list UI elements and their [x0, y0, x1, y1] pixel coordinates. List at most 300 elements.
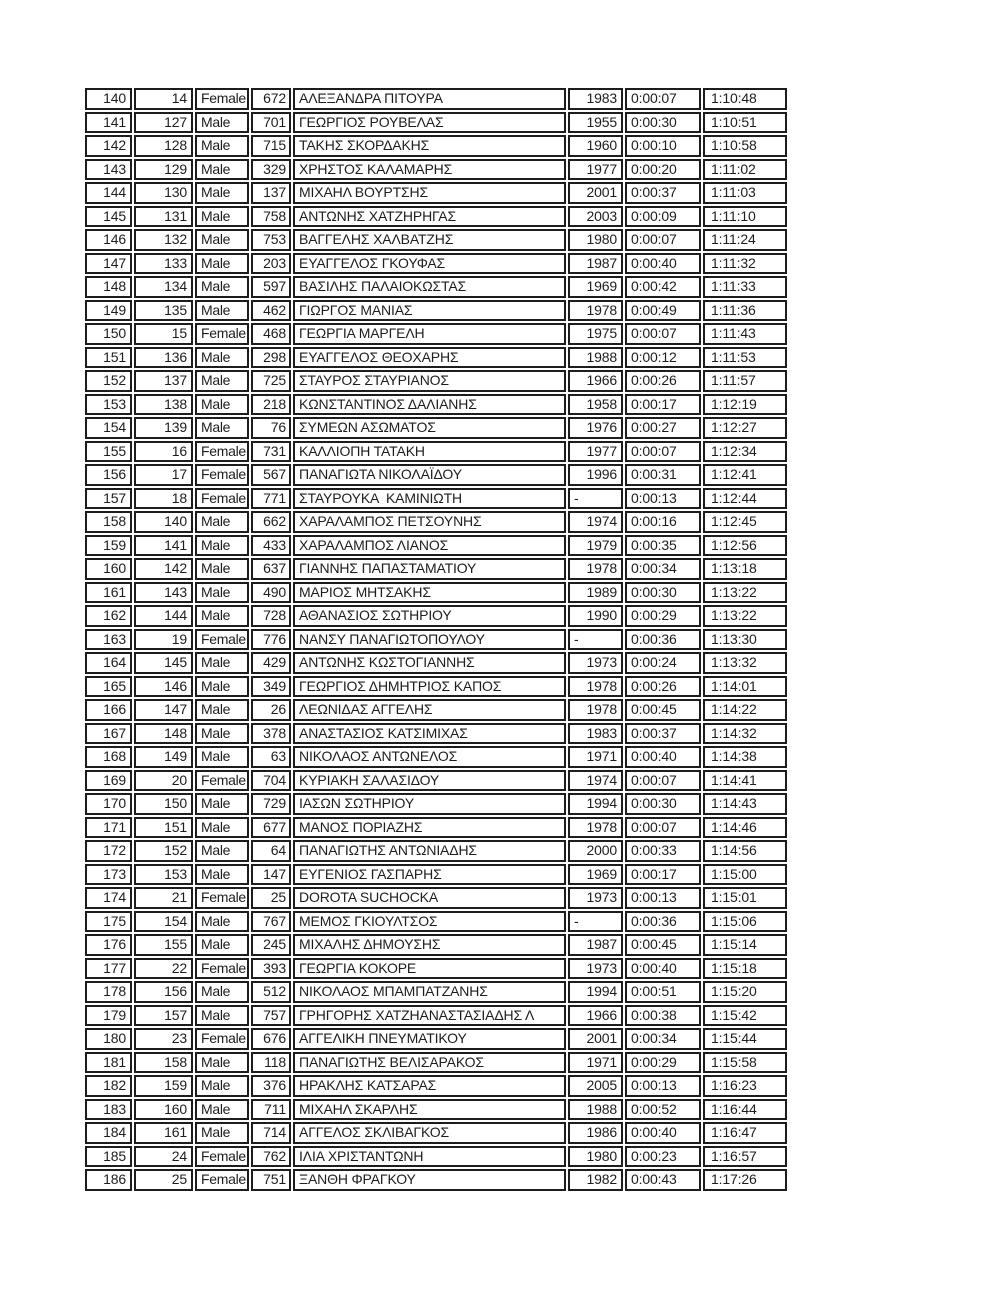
cell-name: ΚΥΡΙΑΚΗ ΣΑΛΑΣΙΔΟΥ — [293, 770, 566, 792]
table-row — [85, 629, 787, 651]
cell-start-offset: 0:00:38 — [625, 1005, 701, 1027]
cell-gender: Male — [195, 699, 249, 721]
table-row — [85, 911, 787, 933]
cell-birth-year: 1986 — [568, 1122, 623, 1144]
cell-gender-rank: 23 — [134, 1028, 193, 1050]
cell-finish-time: 1:15:58 — [703, 1052, 787, 1074]
cell-bib: 725 — [251, 370, 291, 392]
cell-gender-rank: 156 — [134, 981, 193, 1003]
cell-gender-rank: 20 — [134, 770, 193, 792]
table-row — [85, 323, 787, 345]
cell-start-offset: 0:00:40 — [625, 958, 701, 980]
cell-gender-rank: 24 — [134, 1146, 193, 1168]
cell-overall-rank: 164 — [85, 652, 132, 674]
cell-bib: 203 — [251, 253, 291, 275]
cell-name: ΑΓΓΕΛΙΚΗ ΠΝΕΥΜΑΤΙΚΟΥ — [293, 1028, 566, 1050]
cell-overall-rank: 148 — [85, 276, 132, 298]
cell-start-offset: 0:00:51 — [625, 981, 701, 1003]
cell-name: ΓΕΩΡΓΙΑ ΚΟΚΟΡΕ — [293, 958, 566, 980]
cell-name: ΞΑΝΘΗ ΦΡΑΓΚΟΥ — [293, 1169, 566, 1191]
cell-start-offset: 0:00:45 — [625, 699, 701, 721]
cell-name: ΑΝΑΣΤΑΣΙΟΣ ΚΑΤΣΙΜΙΧΑΣ — [293, 723, 566, 745]
cell-bib: 63 — [251, 746, 291, 768]
cell-bib: 429 — [251, 652, 291, 674]
cell-name: ΜΙΧΑΛΗΣ ΔΗΜΟΥΣΗΣ — [293, 934, 566, 956]
cell-birth-year: 1982 — [568, 1169, 623, 1191]
cell-bib: 728 — [251, 605, 291, 627]
cell-birth-year: 1971 — [568, 746, 623, 768]
cell-start-offset: 0:00:17 — [625, 394, 701, 416]
cell-overall-rank: 179 — [85, 1005, 132, 1027]
cell-gender-rank: 148 — [134, 723, 193, 745]
cell-name: ΣΤΑΥΡΟΣ ΣΤΑΥΡΙΑΝΟΣ — [293, 370, 566, 392]
cell-birth-year: 1977 — [568, 441, 623, 463]
cell-gender: Male — [195, 981, 249, 1003]
table-row — [85, 746, 787, 768]
cell-birth-year: 1978 — [568, 817, 623, 839]
cell-start-offset: 0:00:20 — [625, 159, 701, 181]
cell-gender-rank: 128 — [134, 135, 193, 157]
cell-finish-time: 1:16:23 — [703, 1075, 787, 1097]
cell-name: ΠΑΝΑΓΙΩΤΗΣ ΒΕΛΙΣΑΡΑΚΟΣ — [293, 1052, 566, 1074]
cell-overall-rank: 167 — [85, 723, 132, 745]
cell-gender-rank: 154 — [134, 911, 193, 933]
cell-gender: Male — [195, 723, 249, 745]
cell-bib: 393 — [251, 958, 291, 980]
table-row — [85, 1052, 787, 1074]
cell-gender: Male — [195, 1005, 249, 1027]
cell-birth-year: 2000 — [568, 840, 623, 862]
cell-gender: Male — [195, 394, 249, 416]
cell-gender-rank: 145 — [134, 652, 193, 674]
cell-birth-year: 1990 — [568, 605, 623, 627]
cell-bib: 137 — [251, 182, 291, 204]
cell-name: ΑΘΑΝΑΣΙΟΣ ΣΩΤΗΡΙΟΥ — [293, 605, 566, 627]
cell-overall-rank: 161 — [85, 582, 132, 604]
cell-start-offset: 0:00:07 — [625, 88, 701, 110]
cell-gender: Female — [195, 488, 249, 510]
cell-start-offset: 0:00:30 — [625, 582, 701, 604]
cell-gender-rank: 142 — [134, 558, 193, 580]
cell-finish-time: 1:14:01 — [703, 676, 787, 698]
cell-overall-rank: 172 — [85, 840, 132, 862]
cell-overall-rank: 182 — [85, 1075, 132, 1097]
cell-gender: Female — [195, 88, 249, 110]
cell-finish-time: 1:12:44 — [703, 488, 787, 510]
cell-overall-rank: 166 — [85, 699, 132, 721]
cell-gender-rank: 161 — [134, 1122, 193, 1144]
cell-gender: Male — [195, 1122, 249, 1144]
table-row — [85, 88, 787, 110]
cell-overall-rank: 147 — [85, 253, 132, 275]
cell-birth-year: 1994 — [568, 793, 623, 815]
cell-finish-time: 1:12:45 — [703, 511, 787, 533]
cell-finish-time: 1:11:03 — [703, 182, 787, 204]
cell-finish-time: 1:14:22 — [703, 699, 787, 721]
cell-name: ΑΝΤΩΝΗΣ ΚΩΣΤΟΓΙΑΝΝΗΣ — [293, 652, 566, 674]
cell-start-offset: 0:00:36 — [625, 629, 701, 651]
cell-start-offset: 0:00:30 — [625, 112, 701, 134]
cell-start-offset: 0:00:26 — [625, 676, 701, 698]
cell-finish-time: 1:11:33 — [703, 276, 787, 298]
cell-bib: 758 — [251, 206, 291, 228]
cell-birth-year: 1974 — [568, 770, 623, 792]
cell-gender-rank: 133 — [134, 253, 193, 275]
table-row — [85, 958, 787, 980]
cell-birth-year: 2005 — [568, 1075, 623, 1097]
cell-birth-year: 1973 — [568, 958, 623, 980]
cell-gender: Male — [195, 1075, 249, 1097]
cell-bib: 662 — [251, 511, 291, 533]
cell-name: ΜΑΝΟΣ ΠΟΡΙΑΖΗΣ — [293, 817, 566, 839]
cell-gender-rank: 140 — [134, 511, 193, 533]
cell-name: ΓΡΗΓΟΡΗΣ ΧΑΤΖΗΑΝΑΣΤΑΣΙΑΔΗΣ Λ — [293, 1005, 566, 1027]
cell-gender-rank: 157 — [134, 1005, 193, 1027]
cell-name: ΓΙΑΝΝΗΣ ΠΑΠΑΣΤΑΜΑΤΙΟΥ — [293, 558, 566, 580]
cell-overall-rank: 151 — [85, 347, 132, 369]
cell-gender-rank: 14 — [134, 88, 193, 110]
cell-overall-rank: 180 — [85, 1028, 132, 1050]
cell-gender-rank: 16 — [134, 441, 193, 463]
cell-overall-rank: 185 — [85, 1146, 132, 1168]
cell-birth-year: 1996 — [568, 464, 623, 486]
cell-overall-rank: 140 — [85, 88, 132, 110]
cell-gender: Male — [195, 793, 249, 815]
table-row — [85, 981, 787, 1003]
table-row — [85, 864, 787, 886]
cell-overall-rank: 169 — [85, 770, 132, 792]
cell-gender: Female — [195, 1146, 249, 1168]
cell-gender-rank: 21 — [134, 887, 193, 909]
cell-finish-time: 1:15:42 — [703, 1005, 787, 1027]
cell-birth-year: 1987 — [568, 934, 623, 956]
cell-overall-rank: 157 — [85, 488, 132, 510]
cell-start-offset: 0:00:37 — [625, 182, 701, 204]
cell-name: ΣΤΑΥΡΟΥΚΑ ΚΑΜΙΝΙΩΤΗ — [293, 488, 566, 510]
cell-name: ΜΙΧΑΗΛ ΣΚΑΡΛΗΣ — [293, 1099, 566, 1121]
table-row — [85, 1099, 787, 1121]
cell-bib: 731 — [251, 441, 291, 463]
cell-start-offset: 0:00:24 — [625, 652, 701, 674]
cell-birth-year: 1978 — [568, 558, 623, 580]
cell-overall-rank: 163 — [85, 629, 132, 651]
cell-bib: 25 — [251, 887, 291, 909]
cell-birth-year: - — [568, 488, 623, 510]
cell-name: ΓΙΩΡΓΟΣ ΜΑΝΙΑΣ — [293, 300, 566, 322]
cell-gender: Male — [195, 112, 249, 134]
cell-name: ΓΕΩΡΓΙΟΣ ΔΗΜΗΤΡΙΟΣ ΚΑΠΟΣ — [293, 676, 566, 698]
cell-bib: 637 — [251, 558, 291, 580]
table-row — [85, 300, 787, 322]
cell-gender-rank: 134 — [134, 276, 193, 298]
table-row — [85, 887, 787, 909]
cell-gender: Male — [195, 206, 249, 228]
cell-finish-time: 1:12:34 — [703, 441, 787, 463]
cell-gender-rank: 22 — [134, 958, 193, 980]
cell-birth-year: 1971 — [568, 1052, 623, 1074]
cell-bib: 672 — [251, 88, 291, 110]
cell-birth-year: 1975 — [568, 323, 623, 345]
cell-start-offset: 0:00:34 — [625, 558, 701, 580]
cell-gender: Male — [195, 417, 249, 439]
cell-name: ΚΩΝΣΤΑΝΤΙΝΟΣ ΔΑΛΙΑΝΗΣ — [293, 394, 566, 416]
cell-bib: 468 — [251, 323, 291, 345]
table-row — [85, 770, 787, 792]
cell-gender: Male — [195, 605, 249, 627]
cell-finish-time: 1:14:46 — [703, 817, 787, 839]
cell-start-offset: 0:00:30 — [625, 793, 701, 815]
cell-bib: 714 — [251, 1122, 291, 1144]
cell-bib: 767 — [251, 911, 291, 933]
cell-name: ΚΑΛΛΙΟΠΗ ΤΑΤΑΚΗ — [293, 441, 566, 463]
cell-start-offset: 0:00:07 — [625, 323, 701, 345]
cell-finish-time: 1:15:14 — [703, 934, 787, 956]
cell-start-offset: 0:00:33 — [625, 840, 701, 862]
cell-gender: Male — [195, 652, 249, 674]
cell-finish-time: 1:16:44 — [703, 1099, 787, 1121]
cell-start-offset: 0:00:07 — [625, 770, 701, 792]
cell-birth-year: 1966 — [568, 1005, 623, 1027]
cell-finish-time: 1:15:01 — [703, 887, 787, 909]
cell-overall-rank: 155 — [85, 441, 132, 463]
cell-overall-rank: 146 — [85, 229, 132, 251]
cell-name: ΕΥΑΓΓΕΛΟΣ ΓΚΟΥΦΑΣ — [293, 253, 566, 275]
cell-start-offset: 0:00:49 — [625, 300, 701, 322]
cell-name: ΓΕΩΡΓΙΟΣ ΡΟΥΒΕΛΑΣ — [293, 112, 566, 134]
cell-finish-time: 1:16:47 — [703, 1122, 787, 1144]
cell-gender-rank: 137 — [134, 370, 193, 392]
cell-birth-year: 1973 — [568, 887, 623, 909]
cell-finish-time: 1:11:36 — [703, 300, 787, 322]
cell-gender: Male — [195, 558, 249, 580]
table-row — [85, 253, 787, 275]
cell-bib: 490 — [251, 582, 291, 604]
cell-finish-time: 1:11:02 — [703, 159, 787, 181]
cell-overall-rank: 184 — [85, 1122, 132, 1144]
cell-gender-rank: 146 — [134, 676, 193, 698]
cell-gender-rank: 159 — [134, 1075, 193, 1097]
cell-birth-year: 1988 — [568, 1099, 623, 1121]
cell-name: DOROTA SUCHOCKA — [293, 887, 566, 909]
table-row — [85, 676, 787, 698]
cell-name: ΝΑΝΣΥ ΠΑΝΑΓΙΩΤΟΠΟΥΛΟΥ — [293, 629, 566, 651]
cell-overall-rank: 181 — [85, 1052, 132, 1074]
cell-gender: Male — [195, 229, 249, 251]
cell-finish-time: 1:11:32 — [703, 253, 787, 275]
cell-start-offset: 0:00:17 — [625, 864, 701, 886]
cell-bib: 329 — [251, 159, 291, 181]
cell-start-offset: 0:00:23 — [625, 1146, 701, 1168]
cell-finish-time: 1:10:51 — [703, 112, 787, 134]
cell-gender: Male — [195, 347, 249, 369]
cell-bib: 376 — [251, 1075, 291, 1097]
cell-finish-time: 1:11:24 — [703, 229, 787, 251]
cell-start-offset: 0:00:07 — [625, 229, 701, 251]
cell-gender-rank: 17 — [134, 464, 193, 486]
cell-overall-rank: 152 — [85, 370, 132, 392]
cell-gender-rank: 25 — [134, 1169, 193, 1191]
table-row — [85, 934, 787, 956]
cell-overall-rank: 176 — [85, 934, 132, 956]
cell-gender-rank: 147 — [134, 699, 193, 721]
cell-finish-time: 1:12:27 — [703, 417, 787, 439]
cell-birth-year: 1976 — [568, 417, 623, 439]
cell-bib: 64 — [251, 840, 291, 862]
cell-name: ΧΡΗΣΤΟΣ ΚΑΛΑΜΑΡΗΣ — [293, 159, 566, 181]
table-row — [85, 182, 787, 204]
table-row — [85, 112, 787, 134]
cell-birth-year: 1980 — [568, 1146, 623, 1168]
cell-birth-year: 1983 — [568, 88, 623, 110]
cell-name: ΓΕΩΡΓΙΑ ΜΑΡΓΕΛΗ — [293, 323, 566, 345]
cell-bib: 757 — [251, 1005, 291, 1027]
table-row — [85, 347, 787, 369]
cell-gender-rank: 149 — [134, 746, 193, 768]
cell-bib: 76 — [251, 417, 291, 439]
table-row — [85, 817, 787, 839]
cell-bib: 349 — [251, 676, 291, 698]
cell-gender: Female — [195, 770, 249, 792]
cell-name: ΝΙΚΟΛΑΟΣ ΑΝΤΩΝΕΛΟΣ — [293, 746, 566, 768]
cell-gender: Male — [195, 370, 249, 392]
cell-start-offset: 0:00:52 — [625, 1099, 701, 1121]
cell-overall-rank: 143 — [85, 159, 132, 181]
cell-gender: Male — [195, 817, 249, 839]
cell-name: ΕΥΓΕΝΙΟΣ ΓΑΣΠΑΡΗΣ — [293, 864, 566, 886]
cell-start-offset: 0:00:09 — [625, 206, 701, 228]
cell-overall-rank: 168 — [85, 746, 132, 768]
cell-overall-rank: 144 — [85, 182, 132, 204]
cell-finish-time: 1:15:18 — [703, 958, 787, 980]
cell-name: ΙΛΙΑ ΧΡΙΣΤΑΝΤΩΝΗ — [293, 1146, 566, 1168]
cell-gender: Female — [195, 1028, 249, 1050]
cell-overall-rank: 177 — [85, 958, 132, 980]
cell-birth-year: - — [568, 629, 623, 651]
cell-finish-time: 1:11:10 — [703, 206, 787, 228]
cell-birth-year: 1955 — [568, 112, 623, 134]
cell-birth-year: 1958 — [568, 394, 623, 416]
cell-bib: 751 — [251, 1169, 291, 1191]
cell-gender: Male — [195, 582, 249, 604]
cell-gender: Female — [195, 629, 249, 651]
cell-gender-rank: 132 — [134, 229, 193, 251]
cell-bib: 512 — [251, 981, 291, 1003]
cell-gender-rank: 135 — [134, 300, 193, 322]
cell-gender: Male — [195, 934, 249, 956]
cell-birth-year: 1979 — [568, 535, 623, 557]
cell-finish-time: 1:16:57 — [703, 1146, 787, 1168]
cell-birth-year: 1989 — [568, 582, 623, 604]
cell-name: ΣΥΜΕΩΝ ΑΣΩΜΑΤΟΣ — [293, 417, 566, 439]
cell-start-offset: 0:00:10 — [625, 135, 701, 157]
cell-birth-year: 1994 — [568, 981, 623, 1003]
cell-gender: Male — [195, 135, 249, 157]
cell-name: ΧΑΡΑΛΑΜΠΟΣ ΠΕΤΣΟΥΝΗΣ — [293, 511, 566, 533]
cell-overall-rank: 142 — [85, 135, 132, 157]
cell-start-offset: 0:00:40 — [625, 253, 701, 275]
cell-bib: 298 — [251, 347, 291, 369]
cell-bib: 771 — [251, 488, 291, 510]
cell-bib: 245 — [251, 934, 291, 956]
cell-finish-time: 1:14:56 — [703, 840, 787, 862]
cell-gender-rank: 19 — [134, 629, 193, 651]
cell-bib: 676 — [251, 1028, 291, 1050]
cell-overall-rank: 178 — [85, 981, 132, 1003]
cell-gender-rank: 150 — [134, 793, 193, 815]
cell-name: ΜΙΧΑΗΛ ΒΟΥΡΤΣΗΣ — [293, 182, 566, 204]
cell-birth-year: - — [568, 911, 623, 933]
cell-finish-time: 1:13:22 — [703, 582, 787, 604]
cell-gender-rank: 15 — [134, 323, 193, 345]
cell-gender-rank: 141 — [134, 535, 193, 557]
results-table — [83, 86, 789, 1193]
table-row — [85, 511, 787, 533]
cell-finish-time: 1:14:38 — [703, 746, 787, 768]
cell-gender: Male — [195, 1052, 249, 1074]
cell-birth-year: 1969 — [568, 276, 623, 298]
cell-gender: Female — [195, 464, 249, 486]
cell-name: ΗΡΑΚΛΗΣ ΚΑΤΣΑΡΑΣ — [293, 1075, 566, 1097]
cell-birth-year: 1988 — [568, 347, 623, 369]
cell-name: ΕΥΑΓΓΕΛΟΣ ΘΕΟΧΑΡΗΣ — [293, 347, 566, 369]
cell-name: ΠΑΝΑΓΙΩΤΗΣ ΑΝΤΩΝΙΑΔΗΣ — [293, 840, 566, 862]
cell-overall-rank: 170 — [85, 793, 132, 815]
cell-finish-time: 1:13:32 — [703, 652, 787, 674]
cell-overall-rank: 175 — [85, 911, 132, 933]
cell-gender-rank: 129 — [134, 159, 193, 181]
cell-finish-time: 1:15:44 — [703, 1028, 787, 1050]
table-row — [85, 1075, 787, 1097]
cell-finish-time: 1:11:57 — [703, 370, 787, 392]
cell-overall-rank: 145 — [85, 206, 132, 228]
cell-gender: Male — [195, 300, 249, 322]
cell-name: ΙΑΣΩΝ ΣΩΤΗΡΙΟΥ — [293, 793, 566, 815]
cell-finish-time: 1:10:48 — [703, 88, 787, 110]
cell-name: ΑΓΓΕΛΟΣ ΣΚΛΙΒΑΓΚΟΣ — [293, 1122, 566, 1144]
cell-gender-rank: 136 — [134, 347, 193, 369]
cell-overall-rank: 186 — [85, 1169, 132, 1191]
cell-gender: Male — [195, 511, 249, 533]
cell-birth-year: 1987 — [568, 253, 623, 275]
table-row — [85, 159, 787, 181]
cell-name: ΑΝΤΩΝΗΣ ΧΑΤΖΗΡΗΓΑΣ — [293, 206, 566, 228]
cell-bib: 147 — [251, 864, 291, 886]
cell-start-offset: 0:00:40 — [625, 746, 701, 768]
cell-gender: Female — [195, 958, 249, 980]
cell-birth-year: 1966 — [568, 370, 623, 392]
cell-gender-rank: 158 — [134, 1052, 193, 1074]
cell-gender: Male — [195, 840, 249, 862]
cell-finish-time: 1:11:53 — [703, 347, 787, 369]
table-row — [85, 1122, 787, 1144]
cell-name: ΜΕΜΟΣ ΓΚΙΟΥΛΤΣΟΣ — [293, 911, 566, 933]
cell-start-offset: 0:00:16 — [625, 511, 701, 533]
cell-name: ΝΙΚΟΛΑΟΣ ΜΠΑΜΠΑΤΖΑΝΗΣ — [293, 981, 566, 1003]
cell-birth-year: 1983 — [568, 723, 623, 745]
cell-finish-time: 1:15:00 — [703, 864, 787, 886]
cell-start-offset: 0:00:29 — [625, 1052, 701, 1074]
table-row — [85, 652, 787, 674]
cell-name: ΒΑΣΙΛΗΣ ΠΑΛΑΙΟΚΩΣΤΑΣ — [293, 276, 566, 298]
cell-gender-rank: 152 — [134, 840, 193, 862]
cell-gender: Male — [195, 911, 249, 933]
cell-gender: Male — [195, 276, 249, 298]
cell-start-offset: 0:00:31 — [625, 464, 701, 486]
cell-name: ΒΑΓΓΕΛΗΣ ΧΑΛΒΑΤΖΗΣ — [293, 229, 566, 251]
cell-gender: Male — [195, 746, 249, 768]
cell-gender-rank: 151 — [134, 817, 193, 839]
results-table-body — [85, 88, 787, 1191]
